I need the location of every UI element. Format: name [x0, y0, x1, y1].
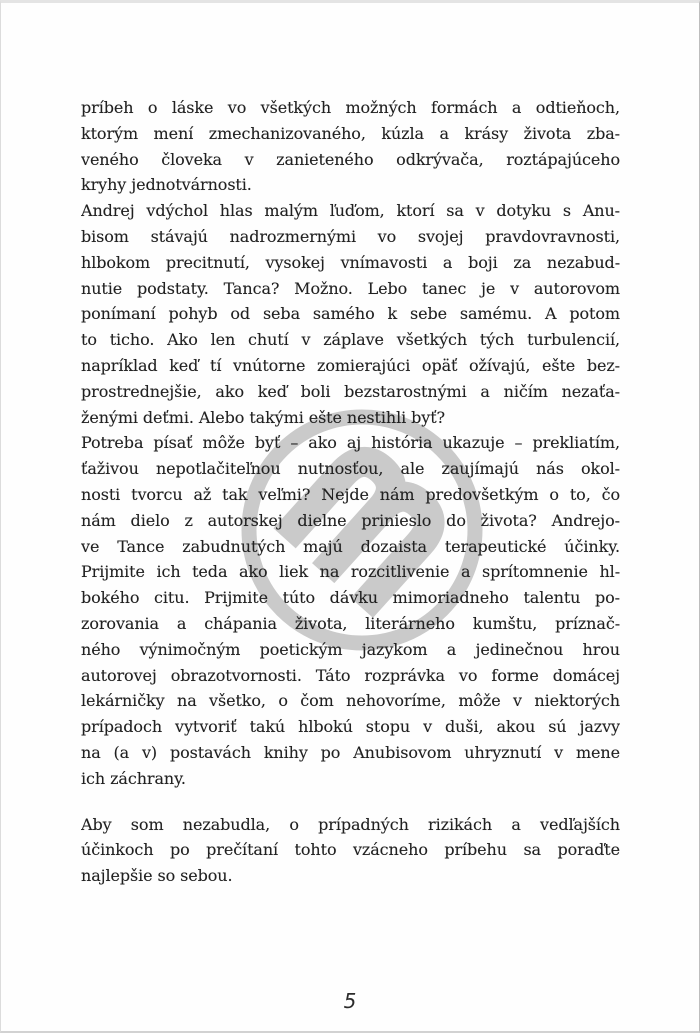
text-line: Aby som nezabudla, o prípadných rizikách a vedľajších — [81, 814, 620, 834]
text-line: zorovania a chápania života, literárneho kumštu, príznač- — [81, 613, 620, 633]
text-line: nutie podstaty. Tanca? Možno. Lebo tanec je v autorovom — [81, 278, 620, 298]
page-number: 5 — [343, 989, 357, 1013]
text-line: bisom stávajú nadrozmernými vo svojej pravdovravnosti, — [81, 226, 620, 246]
text-line: veného človeka v zanieteného odkrývača, roztápajúceho — [81, 149, 620, 169]
text-line: hlbokom precitnutí, vysokej vnímavosti a boji za nezabud- — [81, 252, 620, 272]
text-line: Prijmite ich teda ako liek na rozcitlivenie a sprítomnenie hl- — [81, 562, 620, 582]
text-line: ktorým mení zmechanizovaného, kúzla a krásy života zba- — [81, 123, 620, 143]
text-line: autorovej obrazotvornosti. Táto rozprávka vo forme domácej — [81, 665, 620, 685]
paragraph — [81, 95, 620, 198]
paragraph — [81, 812, 620, 889]
text-line: Potreba písať môže byť – ako aj história ukazuje – prekliatím, — [81, 433, 620, 453]
paragraph — [81, 430, 620, 791]
page-text — [81, 95, 620, 889]
text-line: ženými deťmi. Alebo takými ešte nestihli byť? — [81, 407, 446, 427]
text-line: nosti tvorcu až tak veľmi? Nejde nám predovšetkým o to, čo — [81, 484, 620, 504]
text-line: príbeh o láske vo všetkých možných formách a odtieňoch, — [81, 98, 620, 117]
text-line: ťaživou nepotlačiteľnou nutnosťou, ale zaujímajú nás okol- — [81, 459, 620, 479]
text-line: na (a v) postavách knihy po Anubisovom uhryznutí v mene — [81, 742, 620, 762]
text-line: to ticho. Ako len chutí v záplave všetkých tých turbulencií, — [81, 330, 620, 350]
text-line: Andrej vdýchol hlas malým ľuďom, ktorí sa v dotyku s Anu- — [81, 201, 620, 221]
text-line: účinkoch po prečítaní tohto vzácneho príbehu sa poraďte — [81, 840, 620, 860]
text-line: najlepšie so sebou. — [81, 866, 233, 886]
paragraph — [81, 198, 620, 430]
text-line: lekárničky na všetko, o čom nehovoríme, môže v niektorých — [81, 691, 620, 711]
text-line: bokého citu. Prijmite túto dávku mimoriadneho talentu po- — [81, 588, 620, 608]
text-line: ich záchrany. — [81, 768, 186, 788]
text-line: prípadoch vytvoriť takú hlbokú stopu v duši, akou sú jazvy — [81, 717, 620, 737]
text-line: nám dielo z autorskej dielne prinieslo do života? Andrejo- — [81, 510, 620, 530]
text-line: kryhy jednotvárnosti. — [81, 175, 252, 195]
text-line: napríklad keď tí vnútorne zomierajúci opäť ožívajú, ešte bez- — [81, 355, 620, 375]
text-line: prostrednejšie, ako keď boli bezstarostnými a ničím nezaťa- — [81, 381, 620, 401]
text-line: ného výnimočným poetickým jazykom a jedinečnou hrou — [81, 639, 620, 659]
text-line: ve Tance zabudnutých majú dozaista terapeutické účinky. — [81, 536, 620, 556]
text-line: ponímaní pohyb od seba samého k sebe samému. A potom — [81, 304, 620, 324]
